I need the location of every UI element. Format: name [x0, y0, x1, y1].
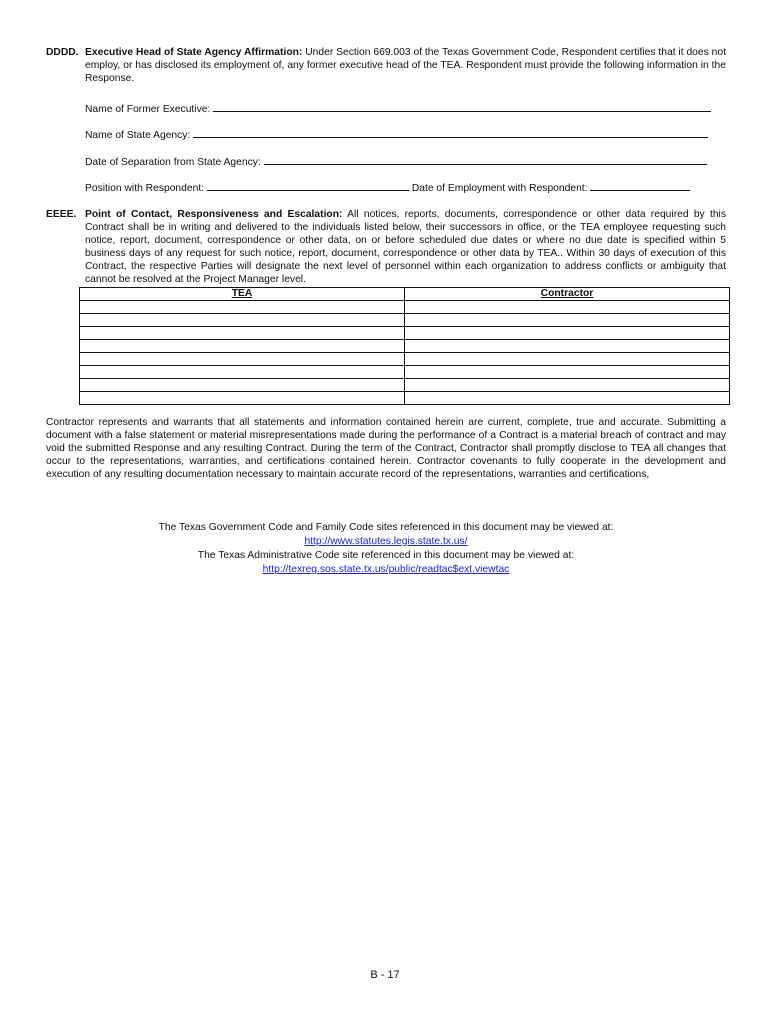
state-agency-field[interactable]: [85, 127, 725, 142]
former-executive-line[interactable]: [213, 101, 711, 112]
tea-cell[interactable]: [80, 301, 405, 314]
contractor-cell[interactable]: [405, 301, 730, 314]
position-line[interactable]: [207, 180, 409, 191]
employment-date-line[interactable]: [590, 180, 690, 191]
state-agency-label: Name of State Agency:: [85, 130, 191, 141]
table-row: [80, 340, 730, 353]
section-dddd-heading: Executive Head of State Agency Affirmation:: [85, 47, 303, 58]
contractor-cell[interactable]: [405, 340, 730, 353]
section-eeee-label: EEEE.: [46, 209, 77, 220]
separation-date-field[interactable]: [85, 154, 725, 169]
table-row: [80, 327, 730, 340]
table-row: [80, 366, 730, 379]
section-eeee-heading: Point of Contact, Responsiveness and Escalation:: [85, 209, 343, 220]
contractor-cell[interactable]: [405, 379, 730, 392]
employment-date-label: Date of Employment with Respondent:: [411, 183, 588, 194]
section-dddd-label: DDDD.: [46, 47, 79, 58]
contractor-cell[interactable]: [405, 314, 730, 327]
former-executive-field[interactable]: [85, 101, 725, 116]
contractor-cell[interactable]: [405, 366, 730, 379]
texreg-link[interactable]: http://texreg.sos.state.tx.us/public/readtac$ext.viewtac: [262, 564, 510, 575]
admin-code-note: The Texas Administrative Code site referenced in this document may be viewed at:: [197, 550, 575, 561]
separation-date-line[interactable]: [264, 154, 707, 165]
table-header-row: [80, 288, 730, 301]
statutes-link[interactable]: http://www.statutes.legis.state.tx.us/: [304, 536, 468, 547]
contractor-cell[interactable]: [405, 327, 730, 340]
table-row: [80, 379, 730, 392]
tea-column-header: TEA: [80, 288, 405, 301]
position-label: Position with Respondent:: [85, 183, 205, 194]
state-agency-line[interactable]: [193, 127, 708, 138]
former-executive-label: Name of Former Executive:: [85, 104, 211, 115]
section-eeee: [46, 208, 726, 286]
page-number: B - 17: [370, 969, 400, 981]
tea-cell[interactable]: [80, 392, 405, 405]
separation-date-label: Date of Separation from State Agency:: [85, 157, 261, 168]
tea-cell[interactable]: [80, 327, 405, 340]
references-block: [46, 521, 726, 577]
table-row: [80, 392, 730, 405]
table-row: [80, 353, 730, 366]
section-dddd: [46, 46, 726, 85]
tea-cell[interactable]: [80, 314, 405, 327]
warranty-paragraph: Contractor represents and warrants that all statements and information contained herein are current, complete, true and accurate. Submitting a document with a false statement or material misrepresentations made during the performance of a Contract is a material breach of contract and may void the submitted Response and any resulting Contract. During the term of the Contract, Contractor shall promptly disclose to TEA all changes that occur to the representations, warranties, and certifications contained herein. Contractor covenants to fully cooperate in the development and execution of any resulting documentation necessary to maintain accurate record of the representations, warranties and certifications,: [46, 417, 726, 480]
contacts-table: [79, 287, 730, 405]
tea-cell[interactable]: [80, 366, 405, 379]
contractor-column-header: Contractor: [405, 288, 730, 301]
tea-cell[interactable]: [80, 353, 405, 366]
table-row: [80, 314, 730, 327]
tea-cell[interactable]: [80, 340, 405, 353]
contractor-cell[interactable]: [405, 353, 730, 366]
section-dddd-text: Under Section 669.003 of the Texas Government Code, Respondent certifies that it does not employ, or has disclosed its employment of, any former executive head of the TEA. Respondent must provide the following information in the Response.: [85, 47, 726, 84]
tea-cell[interactable]: [80, 379, 405, 392]
section-eeee-text: All notices, reports, documents, correspondence or other data required by this Contract shall be in writing and delivered to the individuals listed below, their successors in office, or the TEA employee requesting such notice, report, document, correspondence or other data, on or before scheduled due dates or where no due date is specified within 5 business days of any request for such notice, report, document, correspondence or other data by TEA.. Within 30 days of execution of this Contract, the respective Parties will designate the next level of personnel within each organization to address conflicts or ambiguity that cannot be resolved at the Project Manager level.: [85, 209, 726, 285]
position-field[interactable]: [85, 180, 725, 195]
government-code-note: The Texas Government Code and Family Code sites referenced in this document may be viewed at:: [158, 522, 614, 533]
table-row: [80, 301, 730, 314]
contractor-cell[interactable]: [405, 392, 730, 405]
